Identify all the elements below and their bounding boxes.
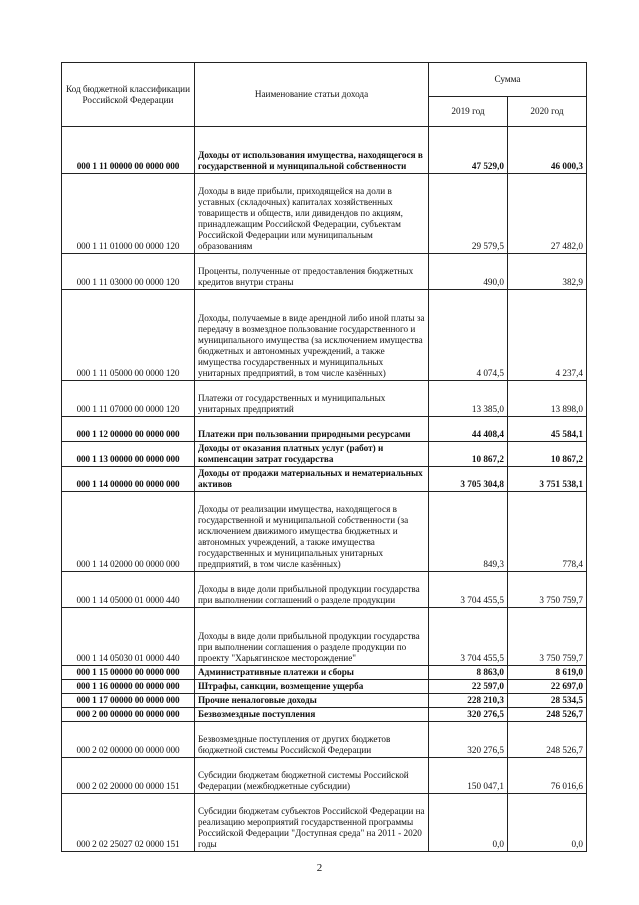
- income-name-cell: Доходы в виде прибыли, приходящейся на доли в уставных (складочных) капиталах хозяйственных товариществ и обществ, или дивидендов по акциям, принадлежащим Российской Федерации, субъектам Российской Федерации или муниципальным образованиям: [195, 174, 429, 254]
- header-year-2020: 2020 год: [508, 97, 587, 127]
- income-name-cell: Безвозмездные поступления от других бюджетов бюджетной системы Российской Федерации: [195, 722, 429, 758]
- budget-code-cell: 000 2 02 20000 00 0000 151: [62, 758, 195, 794]
- amount-2020-cell: 4 237,4: [508, 290, 587, 381]
- header-code-col: Код бюджетной классификации Российской Федерации: [62, 63, 195, 127]
- amount-2020-cell: 0,0: [508, 794, 587, 852]
- table-row: [62, 680, 587, 694]
- table-row: [62, 572, 587, 608]
- table-row: [62, 492, 587, 572]
- budget-code-cell: 000 1 11 01000 00 0000 120: [62, 174, 195, 254]
- amount-2020-cell: 22 697,0: [508, 680, 587, 694]
- budget-code-cell: 000 1 11 07000 00 0000 120: [62, 381, 195, 417]
- income-name-cell: Прочие неналоговые доходы: [195, 694, 429, 708]
- table-row: [62, 758, 587, 794]
- amount-2019-cell: 8 863,0: [429, 666, 508, 680]
- table-row: [62, 794, 587, 852]
- amount-2020-cell: 45 584,1: [508, 417, 587, 442]
- table-row: [62, 417, 587, 442]
- header-name-col: Наименование статьи дохода: [195, 63, 429, 127]
- amount-2019-cell: 22 597,0: [429, 680, 508, 694]
- amount-2019-cell: 47 529,0: [429, 127, 508, 174]
- table-row: [62, 174, 587, 254]
- amount-2020-cell: 3 750 759,7: [508, 572, 587, 608]
- page-number: 2: [316, 862, 323, 874]
- amount-2020-cell: 27 482,0: [508, 174, 587, 254]
- amount-2020-cell: 382,9: [508, 254, 587, 290]
- income-name-cell: Субсидии бюджетам бюджетной системы Российской Федерации (межбюджетные субсидии): [195, 758, 429, 794]
- income-name-cell: Платежи при пользовании природными ресурсами: [195, 417, 429, 442]
- header-year-2019: 2019 год: [429, 97, 508, 127]
- income-name-cell: Доходы от продажи материальных и нематериальных активов: [195, 467, 429, 492]
- table-row: [62, 442, 587, 467]
- budget-code-cell: 000 2 02 25027 02 0000 151: [62, 794, 195, 852]
- income-name-cell: Платежи от государственных и муниципальных унитарных предприятий: [195, 381, 429, 417]
- amount-2019-cell: 150 047,1: [429, 758, 508, 794]
- amount-2019-cell: 320 276,5: [429, 708, 508, 722]
- amount-2020-cell: 3 750 759,7: [508, 608, 587, 666]
- income-name-cell: Доходы, получаемые в виде арендной либо иной платы за передачу в возмездное пользование государственного и муниципального имущества (за исключением имущества бюджетных и автономных учреждений, а также имущества государственных и муниципальных унитарных предприятий, в том числе казённых): [195, 290, 429, 381]
- budget-code-cell: 000 1 14 05000 01 0000 440: [62, 572, 195, 608]
- table-row: [62, 608, 587, 666]
- budget-code-cell: 000 2 02 00000 00 0000 000: [62, 722, 195, 758]
- table-row: [62, 254, 587, 290]
- income-name-cell: Проценты, полученные от предоставления бюджетных кредитов внутри страны: [195, 254, 429, 290]
- table-row: [62, 708, 587, 722]
- income-name-cell: Безвозмездные поступления: [195, 708, 429, 722]
- amount-2019-cell: 3 704 455,5: [429, 608, 508, 666]
- amount-2019-cell: 3 704 455,5: [429, 572, 508, 608]
- amount-2019-cell: 13 385,0: [429, 381, 508, 417]
- income-name-cell: Доходы от реализации имущества, находящегося в государственной и муниципальной собственности (за исключением движимого имущества бюджетных и автономных учреждений, а также имущества государственных и муниципальных унитарных предприятий, в том числе казённых): [195, 492, 429, 572]
- budget-code-cell: 000 1 11 05000 00 0000 120: [62, 290, 195, 381]
- amount-2020-cell: 28 534,5: [508, 694, 587, 708]
- amount-2019-cell: 10 867,2: [429, 442, 508, 467]
- budget-code-cell: 000 1 14 02000 00 0000 000: [62, 492, 195, 572]
- header-sum-col: Сумма: [429, 63, 587, 97]
- income-name-cell: Доходы в виде доли прибыльной продукции государства при выполнении соглашения о разделе продукции по проекту "Харьягинское месторождение": [195, 608, 429, 666]
- income-name-cell: Субсидии бюджетам субъектов Российской Федерации на реализацию мероприятий государственной программы Российской Федерации "Доступная среда" на 2011 - 2020 годы: [195, 794, 429, 852]
- table-row: [62, 290, 587, 381]
- income-name-cell: Доходы в виде доли прибыльной продукции государства при выполнении соглашений о разделе продукции: [195, 572, 429, 608]
- table-row: [62, 666, 587, 680]
- amount-2020-cell: 46 000,3: [508, 127, 587, 174]
- budget-code-cell: 000 1 12 00000 00 0000 000: [62, 417, 195, 442]
- amount-2019-cell: 849,3: [429, 492, 508, 572]
- amount-2020-cell: 778,4: [508, 492, 587, 572]
- amount-2020-cell: 248 526,7: [508, 722, 587, 758]
- income-table: [61, 62, 587, 852]
- table-row: [62, 722, 587, 758]
- table-row: [62, 694, 587, 708]
- amount-2020-cell: 248 526,7: [508, 708, 587, 722]
- income-name-cell: Доходы от оказания платных услуг (работ) и компенсации затрат государства: [195, 442, 429, 467]
- budget-code-cell: 000 1 11 00000 00 0000 000: [62, 127, 195, 174]
- budget-code-cell: 000 2 00 00000 00 0000 000: [62, 708, 195, 722]
- budget-code-cell: 000 1 17 00000 00 0000 000: [62, 694, 195, 708]
- amount-2020-cell: 8 619,0: [508, 666, 587, 680]
- budget-code-cell: 000 1 14 00000 00 0000 000: [62, 467, 195, 492]
- amount-2019-cell: 228 210,3: [429, 694, 508, 708]
- budget-code-cell: 000 1 16 00000 00 0000 000: [62, 680, 195, 694]
- amount-2020-cell: 3 751 538,1: [508, 467, 587, 492]
- income-name-cell: Доходы от использования имущества, находящегося в государственной и муниципальной собственности: [195, 127, 429, 174]
- amount-2019-cell: 320 276,5: [429, 722, 508, 758]
- budget-code-cell: 000 1 13 00000 00 0000 000: [62, 442, 195, 467]
- amount-2019-cell: 44 408,4: [429, 417, 508, 442]
- table-row: [62, 467, 587, 492]
- income-name-cell: Административные платежи и сборы: [195, 666, 429, 680]
- amount-2019-cell: 490,0: [429, 254, 508, 290]
- budget-code-cell: 000 1 15 00000 00 0000 000: [62, 666, 195, 680]
- amount-2020-cell: 13 898,0: [508, 381, 587, 417]
- table-row: [62, 381, 587, 417]
- amount-2019-cell: 4 074,5: [429, 290, 508, 381]
- table-row: [62, 127, 587, 174]
- budget-code-cell: 000 1 11 03000 00 0000 120: [62, 254, 195, 290]
- amount-2020-cell: 76 016,6: [508, 758, 587, 794]
- income-name-cell: Штрафы, санкции, возмещение ущерба: [195, 680, 429, 694]
- budget-code-cell: 000 1 14 05030 01 0000 440: [62, 608, 195, 666]
- amount-2019-cell: 29 579,5: [429, 174, 508, 254]
- amount-2020-cell: 10 867,2: [508, 442, 587, 467]
- amount-2019-cell: 3 705 304,8: [429, 467, 508, 492]
- amount-2019-cell: 0,0: [429, 794, 508, 852]
